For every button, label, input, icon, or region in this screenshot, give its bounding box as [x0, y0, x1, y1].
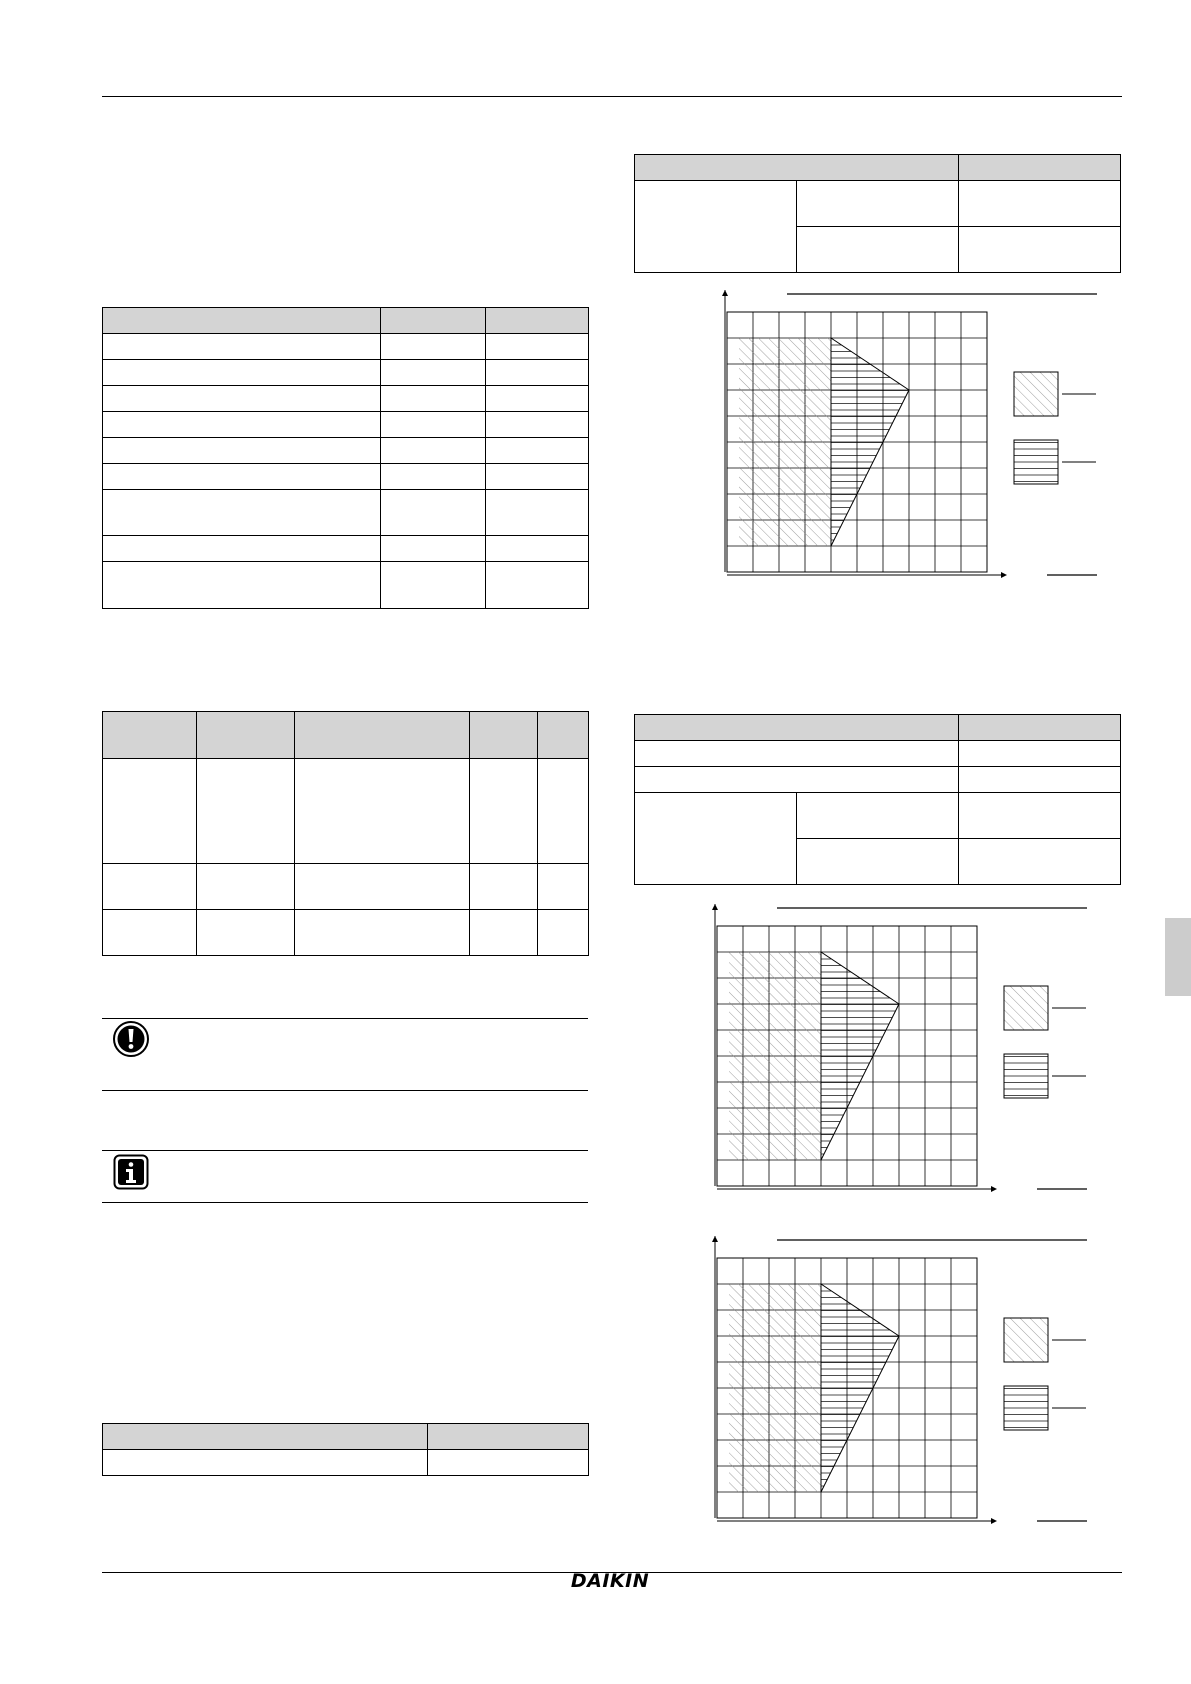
- legend-swatch-b: [1004, 1386, 1048, 1430]
- legend-swatch-a: [1014, 372, 1058, 416]
- spec-table-3: [102, 1423, 589, 1476]
- zone-a: [729, 1284, 821, 1492]
- legend-swatch-b: [1004, 1054, 1048, 1098]
- side-tab: [1165, 918, 1191, 996]
- header-rule: [102, 96, 1122, 97]
- spec-table-4: [634, 154, 1121, 273]
- warning-notice-top-rule: [102, 1018, 588, 1019]
- zone-a: [739, 338, 831, 546]
- operating-range-chart-2: [700, 904, 1100, 1194]
- y-axis-arrow: [712, 904, 718, 910]
- spec-table-2: [102, 711, 589, 956]
- brand-name: DAIKIN: [570, 1570, 650, 1592]
- x-axis-arrow: [991, 1186, 997, 1192]
- info-icon: [113, 1154, 149, 1190]
- warning-notice-bottom-rule: [102, 1090, 588, 1091]
- operating-range-chart-3: [700, 1236, 1100, 1526]
- legend-swatch-a: [1004, 986, 1048, 1030]
- x-axis-arrow: [991, 1518, 997, 1524]
- x-axis-arrow: [1001, 572, 1007, 578]
- spec-table-5: [634, 714, 1121, 885]
- zone-a: [729, 952, 821, 1160]
- legend-swatch-a: [1004, 1318, 1048, 1362]
- y-axis-arrow: [712, 1236, 718, 1242]
- warning-icon: [112, 1020, 150, 1058]
- operating-range-chart-1: [710, 290, 1110, 580]
- daikin-logo: [560, 1570, 660, 1592]
- y-axis-arrow: [722, 290, 728, 296]
- spec-table-1: [102, 307, 589, 609]
- legend-swatch-b: [1014, 440, 1058, 484]
- info-notice-bottom-rule: [102, 1202, 588, 1203]
- info-notice-top-rule: [102, 1150, 588, 1151]
